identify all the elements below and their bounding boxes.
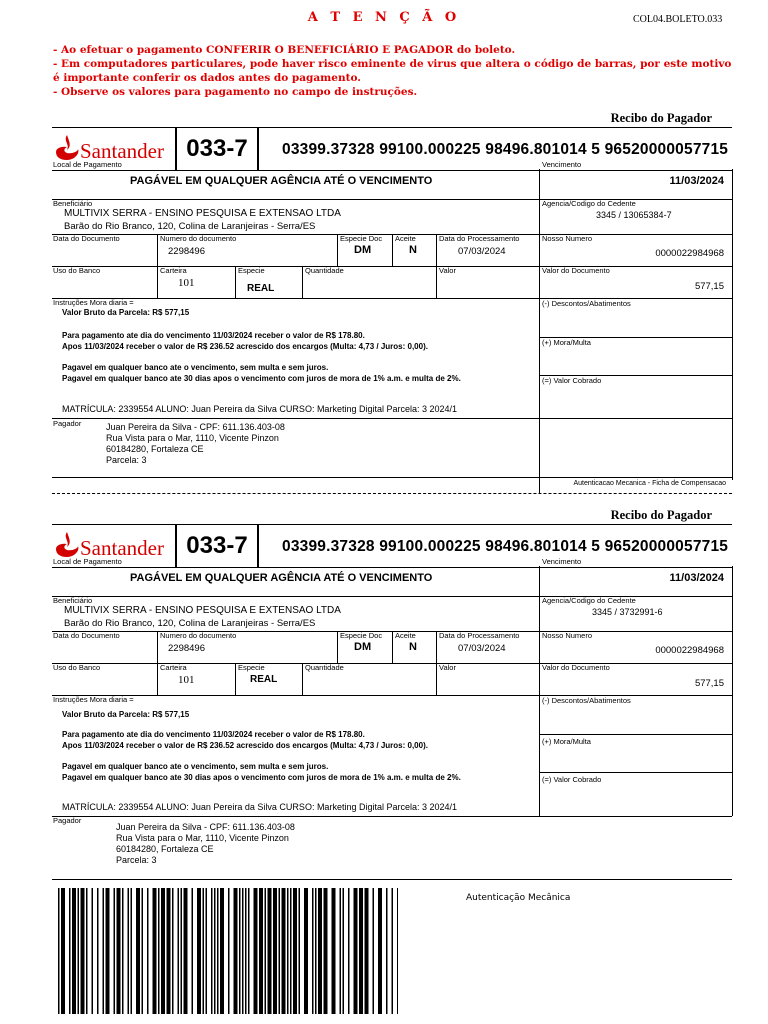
instrucao-line: Pagavel em qualquer banco ate 30 dias apos o vencimento com juros de mora de 1% a.m. e multa de 2%. xyxy=(62,773,461,782)
barcode-bar xyxy=(279,888,281,1014)
barcode-bar xyxy=(234,888,238,1014)
instrucao-line: Valor Bruto da Parcela: R$ 577,15 xyxy=(62,308,190,317)
barcode-bar xyxy=(318,888,322,1014)
vencimento: 11/03/2024 xyxy=(669,175,724,187)
barcode-bar xyxy=(340,888,342,1014)
barcode-bar xyxy=(290,888,292,1014)
barcode-bar xyxy=(86,888,88,1014)
beneficiario-nome: MULTIVIX SERRA - ENSINO PESQUISA E EXTENSAO LTDA xyxy=(64,208,341,219)
recibo-title: Recibo do Pagador xyxy=(610,111,712,125)
beneficiario-endereco: Barão do Rio Branco, 120, Colina de Laranjeiras - Serra/ES xyxy=(64,221,316,232)
barcode-bar xyxy=(106,888,110,1014)
barcode-bar xyxy=(386,888,388,1014)
barcode-bar xyxy=(181,888,183,1014)
numero-documento-label: Numero do documento xyxy=(160,631,237,640)
especie-doc: DM xyxy=(354,641,372,653)
pagador-block xyxy=(116,822,295,866)
barcode-bar xyxy=(397,888,398,1014)
carteira-label: Carteira xyxy=(160,266,187,275)
valor-documento-label: Valor do Documento xyxy=(542,266,610,275)
instrucao-line: Apos 11/03/2024 receber o valor de R$ 236.52 acrescido dos encargos (Multa: 4,73 / Juros: 0,00). xyxy=(62,741,428,750)
barcode-bar xyxy=(354,888,358,1014)
local-pagamento-label: Local de Pagamento xyxy=(53,557,122,566)
uso-banco-label: Uso do Banco xyxy=(53,266,101,275)
vencimento-label: Vencimento xyxy=(542,557,582,566)
barcode-bar xyxy=(97,888,99,1014)
aceite: N xyxy=(409,244,417,256)
barcode-bar xyxy=(348,888,350,1014)
autenticacao-mecanica: Autenticacao Mecanica - Ficha de Compensacao xyxy=(573,480,726,487)
agencia-label: Agencia/Codigo do Cedente xyxy=(542,199,636,208)
carteira-label: Carteira xyxy=(160,663,187,672)
barcode-bar xyxy=(167,888,171,1014)
pagador-line: Rua Vista para o Mar, 1110, Vicente Pinzon xyxy=(116,833,289,843)
barcode-bar xyxy=(184,888,188,1014)
uso-banco-label: Uso do Banco xyxy=(53,663,101,672)
bank-code: 033-7 xyxy=(175,128,259,170)
data-processamento: 07/03/2024 xyxy=(458,643,506,654)
valor-label: Valor xyxy=(439,663,456,672)
data-processamento-label: Data do Processamento xyxy=(439,631,520,640)
data-processamento-label: Data do Processamento xyxy=(439,234,520,243)
barcode-bar xyxy=(197,888,201,1014)
beneficiario-label: Beneficiário xyxy=(53,596,93,605)
barcode-bar xyxy=(114,888,116,1014)
barcode-bar xyxy=(217,888,219,1014)
barcode-bar xyxy=(103,888,105,1014)
descontos-label: (-) Descontos/Abatimentos xyxy=(542,696,631,705)
warning-item: - Em computadores particulares, pode haver risco eminente de virus que altera o código de barras, por este motivo é importante conferir os dados antes do pagamento. xyxy=(53,58,732,84)
data-processamento: 07/03/2024 xyxy=(458,246,506,257)
quantidade-label: Quantidade xyxy=(305,266,344,275)
valor-cobrado-label: (=) Valor Cobrado xyxy=(542,775,602,784)
barcode-bar xyxy=(131,888,133,1014)
especie: REAL xyxy=(247,283,275,294)
especie-label: Especie xyxy=(238,266,265,275)
instrucoes-label: Instruções Mora diaria = xyxy=(53,695,134,704)
beneficiario-label: Beneficiário xyxy=(53,199,93,208)
barcode-bar xyxy=(69,888,71,1014)
nosso-numero-label: Nosso Numero xyxy=(542,631,593,640)
especie: REAL xyxy=(250,674,278,685)
barcode-bar xyxy=(378,888,382,1014)
barcode-bar xyxy=(373,888,375,1014)
barcode-bar xyxy=(178,888,180,1014)
valor-label: Valor xyxy=(439,266,456,275)
especie-doc: DM xyxy=(354,244,372,256)
pagador-label: Pagador xyxy=(53,419,82,428)
nosso-numero-label: Nosso Numero xyxy=(542,234,593,243)
digitable-line: 03399.37328 99100.000225 98496.801014 5 96520000057715 xyxy=(282,141,729,158)
agencia-label: Agencia/Codigo do Cedente xyxy=(542,596,636,605)
barcode-bar xyxy=(128,888,130,1014)
instrucoes-label: Instruções Mora diaria = xyxy=(53,298,134,307)
cut-line xyxy=(52,493,732,494)
barcode-bar xyxy=(78,888,80,1014)
vencimento-label: Vencimento xyxy=(542,160,582,169)
instrucao-line: Valor Bruto da Parcela: R$ 577,15 xyxy=(62,710,190,719)
warning-list xyxy=(53,43,733,99)
barcode-bar xyxy=(265,888,267,1014)
barcode-bar xyxy=(153,888,157,1014)
aceite-label: Aceite xyxy=(395,234,416,243)
barcode-bar xyxy=(315,888,317,1014)
mora-label: (+) Mora/Multa xyxy=(542,737,591,746)
barcode-bar xyxy=(203,888,205,1014)
instrucao-line: Para pagamento ate dia do vencimento 11/03/2024 receber o valor de R$ 178.80. xyxy=(62,730,365,739)
barcode-bar xyxy=(293,888,297,1014)
numero-documento: 2298496 xyxy=(168,643,205,654)
valor-documento-label: Valor do Documento xyxy=(542,663,610,672)
pagador-line: Juan Pereira da Silva - CPF: 611.136.403-08 xyxy=(116,822,295,832)
data-documento-label: Data do Documento xyxy=(53,234,120,243)
instrucao-line: Pagavel em qualquer banco ate o vencimento, sem multa e sem juros. xyxy=(62,762,329,771)
barcode-bar xyxy=(248,888,250,1014)
especie-doc-label: Especie Doc xyxy=(340,631,383,640)
attention-title: A T E N Ç Ã O xyxy=(307,10,461,25)
barcode-bar xyxy=(158,888,160,1014)
aceite: N xyxy=(409,641,417,653)
brand-name: Santander xyxy=(80,139,164,163)
recibo-title: Recibo do Pagador xyxy=(610,508,712,522)
barcode-bar xyxy=(72,888,76,1014)
instrucao-line: Pagavel em qualquer banco ate o vencimento, sem multa e sem juros. xyxy=(62,363,329,372)
barcode-bar xyxy=(242,888,244,1014)
carteira: 101 xyxy=(178,674,195,686)
barcode-bar xyxy=(304,888,308,1014)
pagador-line: Parcela: 3 xyxy=(116,855,157,865)
barcode-bar xyxy=(206,888,208,1014)
barcode-bar xyxy=(147,888,149,1014)
barcode-bar xyxy=(365,888,369,1014)
agencia-codigo: 3345 / 3732991-6 xyxy=(592,607,663,617)
carteira: 101 xyxy=(178,277,195,289)
local-pagamento: PAGÁVEL EM QUALQUER AGÊNCIA ATÉ O VENCIMENTO xyxy=(130,572,433,584)
barcode-bar xyxy=(268,888,272,1014)
data-documento-label: Data do Documento xyxy=(53,631,120,640)
pagador-line: Juan Pereira da Silva - CPF: 611.136.403-08 xyxy=(106,422,285,432)
instrucao-line: Para pagamento ate dia do vencimento 11/03/2024 receber o valor de R$ 178.80. xyxy=(62,331,365,340)
barcode-bar xyxy=(245,888,247,1014)
quantidade-label: Quantidade xyxy=(305,663,344,672)
valor-documento: 577,15 xyxy=(694,678,724,689)
vencimento: 11/03/2024 xyxy=(669,572,724,584)
especie-label: Especie xyxy=(238,663,265,672)
barcode-bar xyxy=(324,888,328,1014)
barcode-bar xyxy=(136,888,140,1014)
digitable-line: 03399.37328 99100.000225 98496.801014 5 96520000057715 xyxy=(282,538,729,555)
valor-documento: 577,15 xyxy=(694,281,724,292)
numero-documento: 2298496 xyxy=(168,246,205,257)
barcode-bar xyxy=(312,888,314,1014)
barcode-bar xyxy=(392,888,394,1014)
barcode-bar xyxy=(81,888,85,1014)
brand-name: Santander xyxy=(80,536,164,560)
document-id: COL04.BOLETO.033 xyxy=(633,14,723,25)
instrucao-line: Apos 11/03/2024 receber o valor de R$ 236.52 acrescido dos encargos (Multa: 4,73 / Juros: 0,00). xyxy=(62,342,428,351)
barcode-bar xyxy=(58,888,60,1014)
barcode-bar xyxy=(192,888,194,1014)
pagador-line: 60184280, Fortaleza CE xyxy=(116,844,214,854)
mora-label: (+) Mora/Multa xyxy=(542,338,591,347)
barcode-bar xyxy=(343,888,345,1014)
instrucao-line: Pagavel em qualquer banco ate 30 dias apos o vencimento com juros de mora de 1% a.m. e multa de 2%. xyxy=(62,374,461,383)
descontos-label: (-) Descontos/Abatimentos xyxy=(542,299,631,308)
barcode-bar xyxy=(172,888,174,1014)
barcode-bar xyxy=(214,888,216,1014)
barcode-bar xyxy=(220,888,224,1014)
barcode-bar xyxy=(287,888,289,1014)
barcode-bar xyxy=(332,888,336,1014)
beneficiario-nome: MULTIVIX SERRA - ENSINO PESQUISA E EXTENSAO LTDA xyxy=(64,605,341,616)
pagador-line: Rua Vista para o Mar, 1110, Vicente Pinzon xyxy=(106,433,279,443)
pagador-block xyxy=(106,422,285,466)
matricula-line: MATRÍCULA: 2339554 ALUNO: Juan Pereira da Silva CURSO: Marketing Digital Parcela: 3 2024/1 xyxy=(62,802,458,812)
pagador-line: Parcela: 3 xyxy=(106,455,147,465)
barcode-bar xyxy=(211,888,213,1014)
nosso-numero: 0000022984968 xyxy=(655,645,724,656)
bank-code: 033-7 xyxy=(175,525,259,567)
valor-cobrado-label: (=) Valor Cobrado xyxy=(542,376,602,385)
bank-header-row xyxy=(52,524,732,568)
barcode-bar xyxy=(122,888,124,1014)
barcode-image xyxy=(58,888,398,1014)
matricula-line: MATRÍCULA: 2339554 ALUNO: Juan Pereira da Silva CURSO: Marketing Digital Parcela: 3 2024/1 xyxy=(62,404,458,414)
barcode-bar xyxy=(299,888,301,1014)
barcode-bar xyxy=(359,888,363,1014)
pagador-line: 60184280, Fortaleza CE xyxy=(106,444,204,454)
barcode-bar xyxy=(117,888,121,1014)
pagador-label: Pagador xyxy=(53,816,82,825)
especie-doc-label: Especie Doc xyxy=(340,234,383,243)
barcode-bar xyxy=(254,888,258,1014)
barcode-bar xyxy=(282,888,286,1014)
barcode-bar xyxy=(61,888,65,1014)
barcode-bar xyxy=(228,888,230,1014)
warning-item: - Observe os valores para pagamento no campo de instruções. xyxy=(53,86,418,98)
beneficiario-endereco: Barão do Rio Branco, 120, Colina de Laranjeiras - Serra/ES xyxy=(64,618,316,629)
barcode-bar xyxy=(239,888,241,1014)
barcode-bar xyxy=(259,888,263,1014)
nosso-numero: 0000022984968 xyxy=(655,248,724,259)
bank-header-row xyxy=(52,127,732,171)
agencia-codigo: 3345 / 13065384-7 xyxy=(596,210,672,220)
autenticacao-mecanica: Autenticação Mecânica xyxy=(466,893,571,903)
local-pagamento-label: Local de Pagamento xyxy=(53,160,122,169)
barcode-bar xyxy=(92,888,94,1014)
local-pagamento: PAGÁVEL EM QUALQUER AGÊNCIA ATÉ O VENCIMENTO xyxy=(130,175,433,187)
aceite-label: Aceite xyxy=(395,631,416,640)
warning-item: - Ao efetuar o pagamento CONFERIR O BENEFICIÁRIO E PAGADOR do boleto. xyxy=(53,44,516,56)
barcode-bar xyxy=(161,888,165,1014)
barcode-bar xyxy=(273,888,277,1014)
barcode-bar xyxy=(142,888,144,1014)
numero-documento-label: Numero do documento xyxy=(160,234,237,243)
